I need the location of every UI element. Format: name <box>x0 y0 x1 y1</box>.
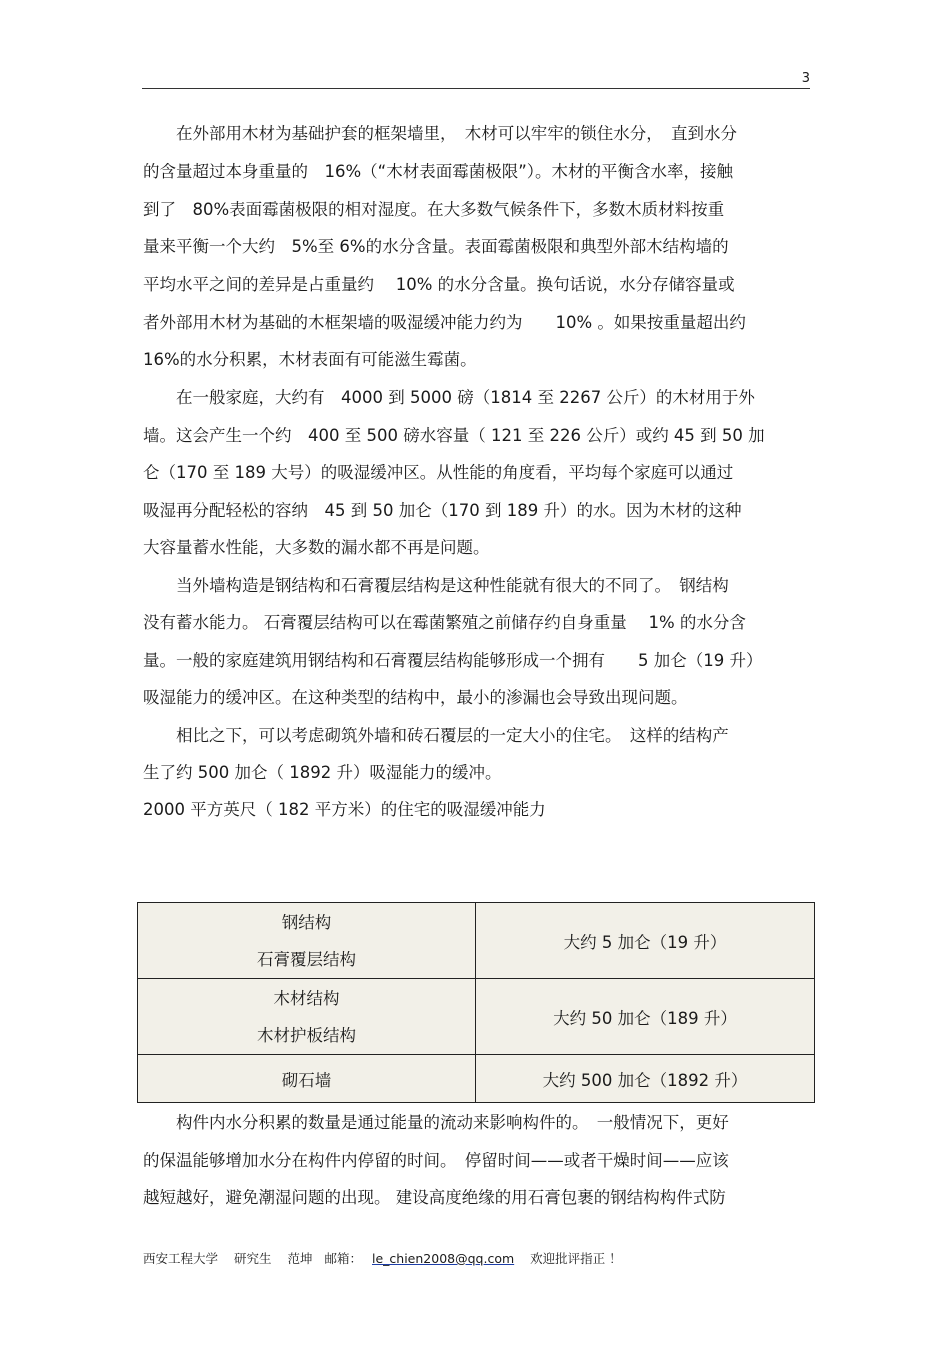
structure-cell <box>138 903 476 979</box>
body-text-line: 量来平衡一个大约 5%至 6%的水分含量。表面霉菌极限和典型外部木结构墙的 <box>143 237 729 256</box>
structure-cell: 砌石墙 <box>138 1055 476 1103</box>
body-text-line: 量。一般的家庭建筑用钢结构和石膏覆层结构能够形成一个拥有 5 加仑（19 升） <box>143 651 763 670</box>
buffer-capacity-table <box>137 902 815 1103</box>
body-text-line: 者外部用木材为基础的木框架墙的吸湿缓冲能力约为 10% 。如果按重量超出约 <box>143 313 746 332</box>
body-text-line: 的保温能够增加水分在构件内停留的时间。 停留时间——或者干燥时间——应该 <box>143 1151 729 1170</box>
table-row <box>138 979 815 1055</box>
footer-closing: 欢迎批评指正 ！ <box>530 1251 622 1266</box>
body-text-line: 墙。这会产生一个约 400 至 500 磅水容量（ 121 至 226 公斤）或约 45 到 50 加 <box>143 426 765 445</box>
body-text-line: 的含量超过本身重量的 16%（“木材表面霉菌极限”）。木材的平衡含水率，接触 <box>143 162 734 181</box>
structure-label: 木材护板结构 <box>257 1025 356 1045</box>
body-text-line: 在一般家庭，大约有 4000 到 5000 磅（1814 至 2267 公斤）的木材用于外 <box>143 388 755 407</box>
footer-school: 西安工程大学 <box>143 1251 219 1266</box>
footer-email-label: 邮箱： <box>324 1251 363 1266</box>
structure-label: 钢结构 <box>281 912 332 932</box>
body-text-line: 没有蓄水能力。 石膏覆层结构可以在霉菌繁殖之前储存约自身重量 1% 的水分含 <box>143 613 746 632</box>
capacity-cell: 大约 50 加仑（189 升） <box>476 979 815 1055</box>
table-row <box>138 903 815 979</box>
footer-email-link[interactable]: le_chien2008@qq.com <box>372 1251 515 1266</box>
footer-role: 研究生 <box>234 1251 272 1266</box>
body-text-line: 相比之下，可以考虑砌筑外墙和砖石覆层的一定大小的住宅。 这样的结构产 <box>143 726 729 745</box>
body-text-line: 大容量蓄水性能，大多数的漏水都不再是问题。 <box>143 538 490 557</box>
body-text-line: 生了约 500 加仑（ 1892 升）吸湿能力的缓冲。 <box>143 763 502 782</box>
body-text-line: 在外部用木材为基础护套的框架墙里， 木材可以牢牢的锁住水分， 直到水分 <box>143 124 737 143</box>
table-row <box>138 1055 815 1103</box>
body-text-line: 吸湿再分配轻松的容纳 45 到 50 加仑（170 到 189 升）的水。因为木材的这种 <box>143 501 742 520</box>
structure-label: 石膏覆层结构 <box>257 949 356 969</box>
table-caption: 2000 平方英尺（ 182 平方米）的住宅的吸湿缓冲能力 <box>143 800 546 819</box>
body-text-line: 吸湿能力的缓冲区。在这种类型的结构中，最小的渗漏也会导致出现问题。 <box>143 688 688 707</box>
body-text-line: 越短越好，避免潮湿问题的出现。 建设高度绝缘的用石膏包裹的钢结构构件式防 <box>143 1188 726 1207</box>
page-footer <box>143 1249 813 1267</box>
body-text-line: 构件内水分积累的数量是通过能量的流动来影响构件的。 一般情况下，更好 <box>143 1113 729 1132</box>
structure-cell <box>138 979 476 1055</box>
body-text-line: 平均水平之间的差异是占重量约 10% 的水分含量。换句话说，水分存储容量或 <box>143 275 735 294</box>
page-number: 3 <box>801 71 810 86</box>
body-text-line: 当外墙构造是钢结构和石膏覆层结构是这种性能就有很大的不同了。 钢结构 <box>143 576 729 595</box>
body-text-line: 仑（170 至 189 大号）的吸湿缓冲区。从性能的角度看，平均每个家庭可以通过 <box>143 463 734 482</box>
capacity-cell: 大约 500 加仑（1892 升） <box>476 1055 815 1103</box>
footer-name: 范坤 <box>287 1251 313 1266</box>
body-text-line: 16%的水分积累，木材表面有可能滋生霉菌。 <box>143 350 477 369</box>
structure-label: 木材结构 <box>273 988 340 1008</box>
capacity-cell: 大约 5 加仑（19 升） <box>476 903 815 979</box>
body-text-line: 到了 80%表面霉菌极限的相对湿度。在大多数气候条件下，多数木质材料按重 <box>143 200 725 219</box>
header-divider <box>142 88 810 89</box>
